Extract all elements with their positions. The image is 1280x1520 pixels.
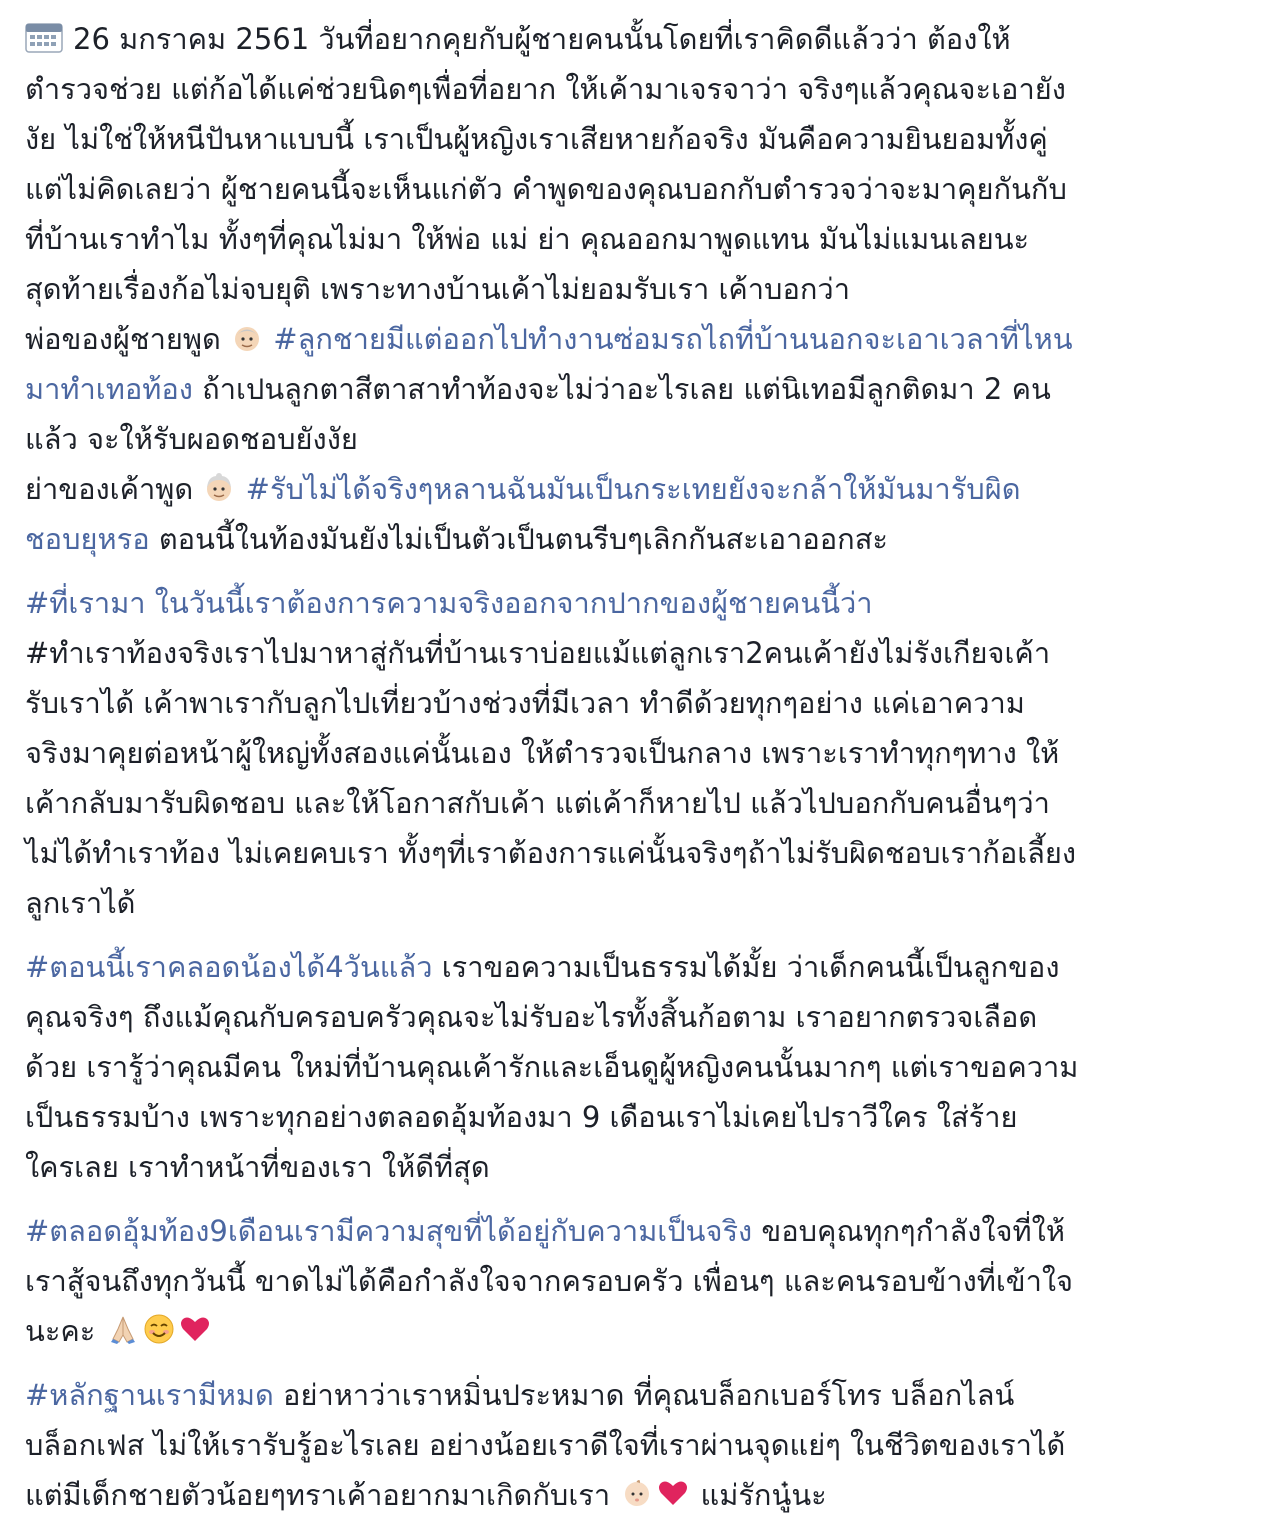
hashtag-link[interactable]: #รับไม่ได้จริงๆหลานฉันมันเป็นกระเทยยังจะกล้าให้มันมารับผิด bbox=[245, 472, 1021, 506]
hashtag-link[interactable]: #ที่เรามา ในวันนี้เราต้องการความจริงออกจากปากของผู้ชายคนนี้ว่า bbox=[25, 586, 873, 620]
paragraph-2 bbox=[25, 578, 1260, 928]
baby-emoji-icon bbox=[621, 1477, 653, 1509]
text-line: คุณจริงๆ ถึงแม้คุณกับครอบครัวคุณจะไม่รับอะไรทั้งสิ้นก้อตาม เราอยากตรวจเลือด bbox=[25, 1000, 1038, 1034]
text-line: ลูกเราได้ bbox=[25, 886, 136, 920]
text-line: แล้ว จะให้รับผอดชอบยังงัย bbox=[25, 422, 358, 456]
paragraph-1 bbox=[25, 14, 1260, 564]
text-line: ใครเลย เราทำหน้าที่ของเรา ให้ดีที่สุด bbox=[25, 1150, 490, 1184]
smiling-face-emoji-icon bbox=[143, 1313, 175, 1345]
paragraph-5 bbox=[25, 1370, 1260, 1520]
text-line: เค้ากลับมารับผิดชอบ และให้โอกาสกับเค้า แต่เค้าก็หายไป แล้วไปบอกกับคนอื่นๆว่า bbox=[25, 786, 1050, 820]
hashtag-link[interactable]: มาทำเทอท้อง bbox=[25, 372, 193, 406]
text-line: แต่ไม่คิดเลยว่า ผู้ชายคนนี้จะเห็นแก่ตัว คำพูดของคุณบอกกับตำรวจว่าจะมาคุยกันกับ bbox=[25, 172, 1067, 206]
hashtag-link[interactable]: ชอบยุหรอ bbox=[25, 522, 150, 556]
text-line: ไม่ได้ทำเราท้อง ไม่เคยคบเรา ทั้งๆที่เราต้องการแค่นั้นจริงๆถ้าไม่รับผิดชอบเราก้อเลี้ยง bbox=[25, 836, 1077, 870]
paragraph-3 bbox=[25, 942, 1260, 1192]
text-line: ย่าของเค้าพูด #รับไม่ได้จริงๆหลานฉันมันเป็นกระเทยยังจะกล้าให้มันมารับผิด bbox=[25, 472, 1021, 506]
text-line: 26 มกราคม 2561 วันที่อยากคุยกับผู้ชายคนนั้นโดยที่เราคิดดีแล้วว่า ต้องให้ bbox=[25, 14, 1260, 64]
text-line: #ตอนนี้เราคลอดน้องได้4วันแล้ว เราขอความเป็นธรรมได้มั้ย ว่าเด็กคนนี้เป็นลูกของ bbox=[25, 950, 1060, 984]
text-line: ตำรวจช่วย แต่ก้อได้แค่ช่วยนิดๆเพื่อที่อยาก ให้เค้ามาเจรจาว่า จริงๆแล้วคุณจะเอายัง bbox=[25, 72, 1066, 106]
text-line: พ่อของผู้ชายพูด #ลูกชายมีแต่ออกไปทำงานซ่อมรถไถที่บ้านนอกจะเอาเวลาที่ไหน bbox=[25, 322, 1073, 356]
red-heart-emoji-icon bbox=[179, 1313, 211, 1345]
red-heart-emoji-icon bbox=[657, 1477, 689, 1509]
text-line: ที่บ้านเราทำไม ทั้งๆที่คุณไม่มา ให้พ่อ แม่ ย่า คุณออกมาพูดแทน มันไม่แมนเลยนะ bbox=[25, 222, 1030, 256]
hashtag-link[interactable]: #หลักฐานเรามีหมด bbox=[25, 1378, 274, 1412]
post-body bbox=[25, 14, 1260, 1520]
text-line: #หลักฐานเรามีหมด อย่าหาว่าเราหมิ่นประหมาด ที่คุณบล็อกเบอร์โทร บล็อกไลน์ bbox=[25, 1378, 1015, 1412]
text-line: ด้วย เรารู้ว่าคุณมีคน ใหม่ที่บ้านคุณเค้ารักและเอ็นดูผู้หญิงคนนั้นมากๆ แต่เราขอความ bbox=[25, 1050, 1079, 1084]
text-line: นะคะ bbox=[25, 1306, 1260, 1356]
hashtag-link[interactable]: #ลูกชายมีแต่ออกไปทำงานซ่อมรถไถที่บ้านนอกจะเอาเวลาที่ไหน bbox=[273, 322, 1073, 356]
text-line: งัย ไม่ใช่ให้หนีปันหาแบบนี้ เราเป็นผู้หญิงเราเสียหายก้อจริง มันคือความยินยอมทั้งคู่ bbox=[25, 122, 1048, 156]
calendar-icon bbox=[25, 21, 63, 53]
text-line: เราสู้จนถึงทุกวันนี้ ขาดไม่ได้คือกำลังใจจากครอบครัว เพื่อนๆ และคนรอบข้างที่เข้าใจ bbox=[25, 1264, 1074, 1298]
text-line bbox=[25, 578, 1260, 628]
paragraph-4 bbox=[25, 1206, 1260, 1356]
text-line: เป็นธรรมบ้าง เพราะทุกอย่างตลอดอุ้มท้องมา 9 เดือนเราไม่เคยไปราวีใคร ใส่ร้าย bbox=[25, 1100, 1018, 1134]
text-line: ชอบยุหรอ ตอนนี้ในท้องมันยังไม่เป็นตัวเป็นตนรีบๆเลิกกันสะเอาออกสะ bbox=[25, 522, 889, 556]
text-line: มาทำเทอท้อง ถ้าเปนลูกตาสีตาสาทำท้องจะไม่ว่าอะไรเลย แต่นิเทอมีลูกติดมา 2 คน bbox=[25, 372, 1051, 406]
text-line: #ตลอดอุ้มท้อง9เดือนเรามีความสุขที่ได้อยู่กับความเป็นจริง ขอบคุณทุกๆกำลังใจที่ให้ bbox=[25, 1214, 1065, 1248]
text-line: รับเราได้ เค้าพาเรากับลูกไปเที่ยวบ้างช่วงที่มีเวลา ทำดีด้วยทุกๆอย่าง แค่เอาความ bbox=[25, 686, 1025, 720]
folded-hands-emoji-icon bbox=[107, 1313, 139, 1345]
text-line: จริงมาคุยต่อหน้าผู้ใหญ่ทั้งสองแค่นั้นเอง ให้ตำรวจเป็นกลาง เพราะเราทำทุกๆทาง ให้ bbox=[25, 736, 1060, 770]
hashtag-link[interactable]: #ตลอดอุ้มท้อง9เดือนเรามีความสุขที่ได้อยู่กับความเป็นจริง bbox=[25, 1214, 753, 1248]
text-line: แต่มีเด็กชายตัวน้อยๆทราเค้าอยากมาเกิดกับเรา แม่รักนู๋นะ bbox=[25, 1478, 827, 1512]
text-line: สุดท้ายเรื่องก้อไม่จบยุติ เพราะทางบ้านเค้าไม่ยอมรับเรา เค้าบอกว่า bbox=[25, 272, 850, 306]
old-man-emoji-icon bbox=[232, 323, 262, 353]
text-line: #ทำเราท้องจริงเราไปมาหาสู่กันที่บ้านเราบ่อยแม้แต่ลูกเรา2คนเค้ายังไม่รังเกียจเค้า bbox=[25, 636, 1051, 670]
old-woman-emoji-icon bbox=[204, 473, 234, 503]
hashtag-link[interactable]: #ตอนนี้เราคลอดน้องได้4วันแล้ว bbox=[25, 950, 433, 984]
text-line: บล็อกเฟส ไม่ให้เรารับรู้อะไรเลย อย่างน้อยเราดีใจที่เราผ่านจุดแย่ๆ ในชีวิตของเราได้ bbox=[25, 1428, 1066, 1462]
